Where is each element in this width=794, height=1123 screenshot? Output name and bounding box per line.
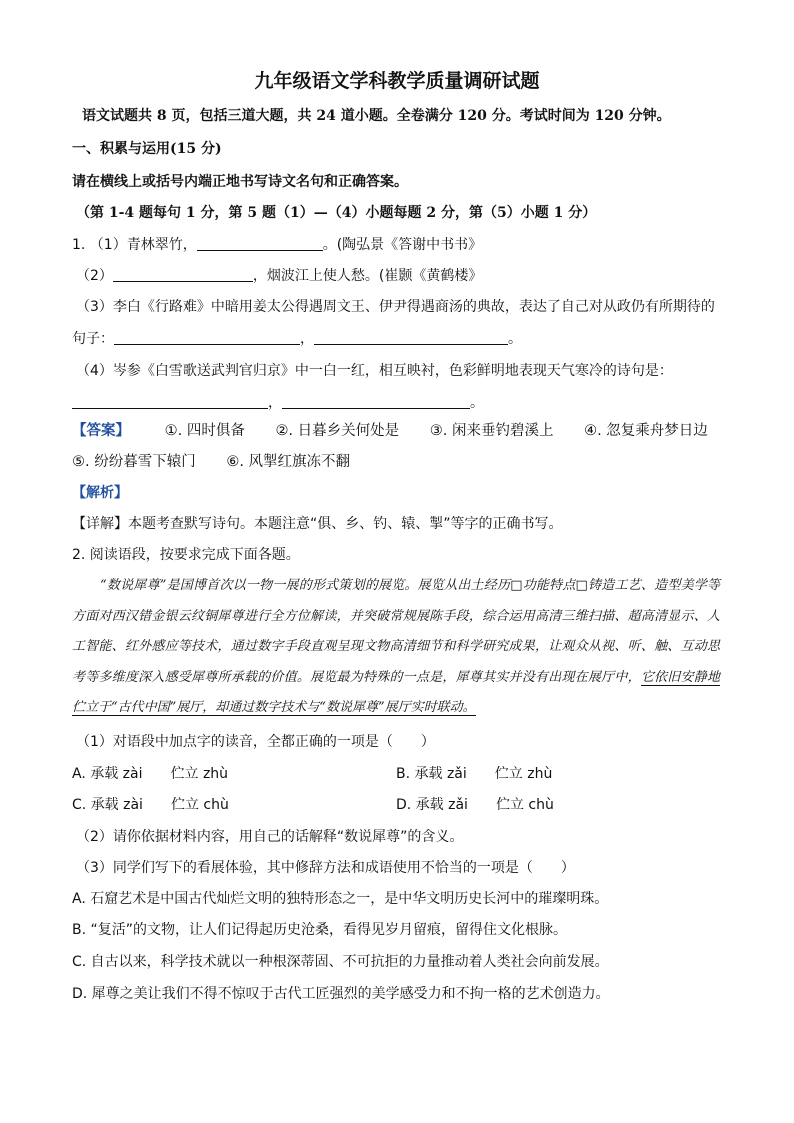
comma: ，	[300, 331, 314, 347]
sub3-option-a[interactable]: A. 石窟艺术是中国古代灿烂文明的独特形态之一，是中华文明历史长河中的璀璨明珠。	[72, 891, 609, 907]
answer-blank[interactable]	[197, 236, 323, 251]
q1-part3-label: 句子：	[72, 331, 114, 347]
q1-part2-source: ，烟波江上使人愁。(崔颢《黄鹤楼》	[252, 268, 483, 284]
answer-blank[interactable]	[113, 267, 253, 282]
answer-item: ①. 四时俱备	[164, 423, 245, 439]
q2-sub3: （3）同学们写下的看展体验，其中修辞方法和成语使用不恰当的一项是（ ）	[76, 860, 575, 876]
answer-item: ④. 忽复乘舟梦日边	[584, 423, 708, 439]
passage-underlined-sentence: 它依旧安静地伫立于“古代中国”展厅，却通过数字技术与“数说犀尊”展厅实时联动。	[72, 669, 720, 715]
q2-stem: 2. 阅读语段，按要求完成下面各题。	[72, 547, 300, 563]
comma: ，	[268, 395, 282, 411]
q2-sub2: （2）请你依据材料内容，用自己的话解释“数说犀尊”的含义。	[76, 829, 464, 845]
answer-item: ③. 闲来垂钓碧溪上	[429, 423, 554, 439]
answer-blank[interactable]	[282, 394, 470, 409]
instruction: 请在横线上或括号内端正地书写诗文名句和正确答案。	[72, 174, 408, 190]
section-heading: 一、积累与运用(15 分)	[72, 141, 222, 157]
option-b[interactable]: B. 承载 zǎi 伫立 zhù	[396, 766, 553, 782]
reading-passage	[72, 571, 720, 724]
answer-blank[interactable]	[72, 394, 268, 409]
detail-explanation: 【详解】本题考查默写诗句。本题注意“俱、乡、钓、辕、掣”等字的正确书写。	[72, 516, 563, 532]
q1-part2-prefix: （2）	[76, 268, 113, 284]
answer-blank[interactable]	[114, 330, 300, 345]
q1-part3-answer-line	[72, 329, 522, 349]
option-a[interactable]: A. 承载 zài 伫立 zhù	[72, 766, 229, 782]
q1-part1	[72, 235, 482, 255]
analysis-label: 【解析】	[72, 485, 128, 501]
sub3-option-c[interactable]: C. 自古以来，科学技术就以一种根深蒂固、不可抗拒的力量推动着人类社会向前发展。	[72, 954, 609, 970]
answer-block-row2	[72, 452, 376, 472]
exam-intro: 语文试题共 8 页，包括三道大题，共 24 道小题。全卷满分 120 分。考试时间为 120 分钟。	[82, 108, 671, 124]
q1-part4-answer-line	[72, 393, 484, 413]
period: 。	[508, 331, 522, 347]
answer-item: ⑥. 风掣红旗冻不翻	[226, 454, 351, 470]
answer-label: 【答案】	[72, 423, 130, 439]
q1-part1-prefix: 1. （1）青林翠竹，	[72, 237, 197, 253]
answer-blank[interactable]	[314, 330, 508, 345]
answer-block	[72, 421, 708, 441]
q1-part3: （3）李白《行路难》中暗用姜太公得遇周文王、伊尹得遇商汤的典故，表达了自己对从政仍有所期待的	[76, 299, 715, 315]
page-title: 九年级语文学科教学质量调研试题	[254, 70, 540, 92]
q1-part4: （4）岑参《白雪歌送武判官归京》中一白一红，相互映衬，色彩鲜明地表现天气寒冷的诗句是：	[76, 363, 673, 379]
sub3-option-b[interactable]: B. “复活”的文物，让人们记得起历史沧桑，看得见岁月留痕，留得住文化根脉。	[72, 922, 568, 938]
q1-part1-source: 。(陶弘景《答谢中书书》	[322, 237, 483, 253]
q2-sub1: （1）对语段中加点字的读音，全都正确的一项是（ ）	[76, 734, 435, 750]
option-d[interactable]: D. 承载 zǎi 伫立 chù	[396, 797, 554, 813]
passage-text: “数说犀尊”是国博首次以一物一展的形式策划的展览。展览从出土经历□功能特点□铸造工艺、造型美学等方面对西汉错金银云纹铜犀尊进行全方位解读，并突破常规展陈手段，综合运用高清三维扫描、超高清显示、人工智能、红外感应等技术，通过数字手段直观呈现文物高清细节和科学研究成果，让观众从视、听、触、互动思考等多维度深入感受犀尊所承载的价值。展览最为特殊的一点是，犀尊其实并没有出现在展厅中，	[72, 578, 720, 685]
q1-part2	[76, 266, 482, 286]
answer-item: ②. 日暮乡关何处是	[275, 423, 400, 439]
period: 。	[470, 395, 484, 411]
sub3-option-d[interactable]: D. 犀尊之美让我们不得不惊叹于古代工匠强烈的美学感受力和不拘一格的艺术创造力。	[72, 986, 610, 1002]
answer-item: ⑤. 纷纷暮雪下辕门	[72, 454, 196, 470]
scoring-note: （第 1-4 题每句 1 分，第 5 题（1）—（4）小题每题 2 分，第（5）小题 1 分）	[76, 205, 597, 221]
option-c[interactable]: C. 承载 zài 伫立 chù	[72, 797, 229, 813]
